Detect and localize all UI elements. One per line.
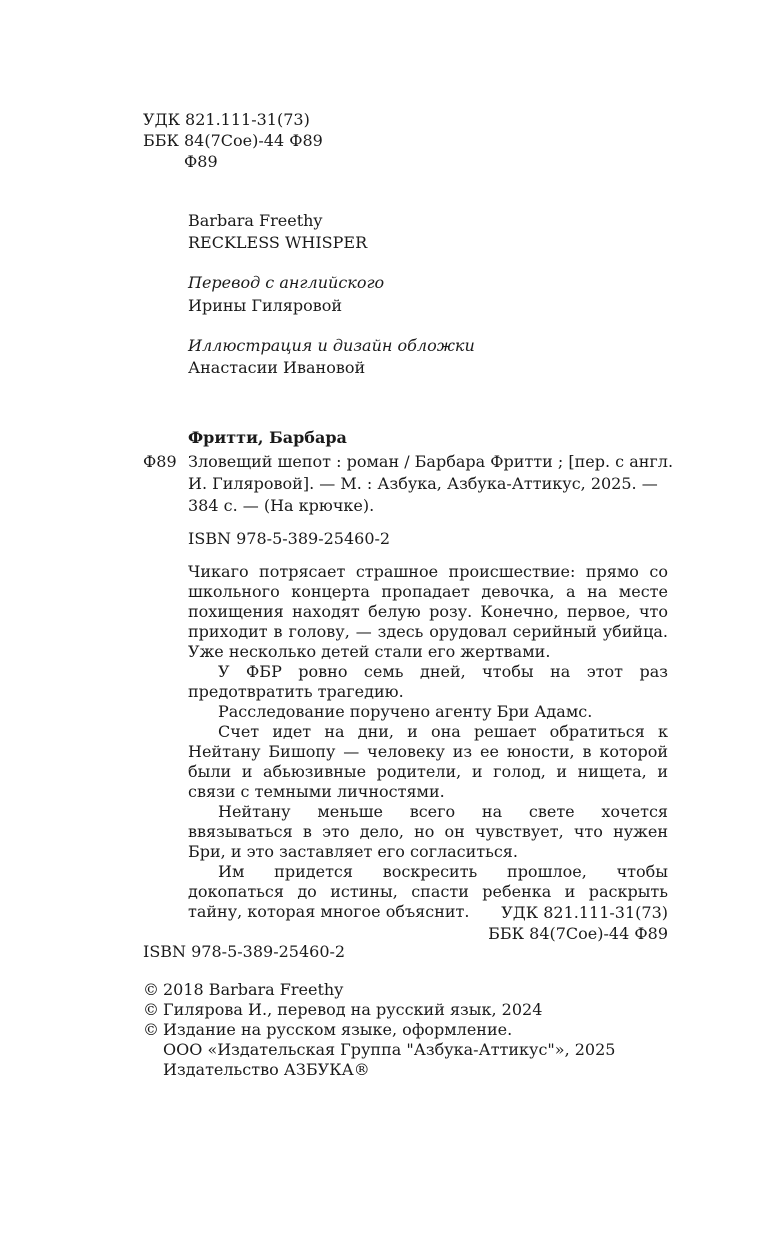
copyright-row	[143, 1020, 512, 1040]
annotation-udk: УДК 821.111-31(73)	[501, 903, 668, 922]
annotation-paragraph: Им придется воскресить прошлое, чтобы докопаться до истины, спасти ребенка и раскрыть тайну, которая многое объяснит.	[188, 862, 668, 921]
publisher-line: ООО «Издательская Группа "Азбука-Аттикус"», 2025	[163, 1040, 616, 1059]
annotation-bbk: ББК 84(7Сое)-44 Ф89	[488, 924, 668, 943]
translator-name: Ирины Гиляровой	[188, 296, 343, 315]
author-heading: Фритти, Барбара	[188, 428, 347, 447]
udk-code: УДК 821.111-31(73)	[143, 110, 310, 129]
cutter-code: Ф89	[184, 152, 218, 171]
copyright-row	[143, 1000, 542, 1020]
copyright-symbol: ©	[143, 980, 159, 999]
bibliographic-cutter: Ф89	[143, 452, 177, 471]
copyright-symbol: ©	[143, 1020, 159, 1039]
copyright-text: Гилярова И., перевод на русский язык, 2024	[163, 1000, 543, 1019]
bibliographic-line: И. Гиляровой]. — М. : Азбука, Азбука-Аттикус, 2025. —	[188, 474, 658, 493]
illustration-label: Иллюстрация и дизайн обложки	[188, 336, 475, 355]
annotation-paragraph: Нейтану меньше всего на свете хочется ввязываться в это дело, но он чувствует, что нужен Бри, и это заставляет его согласиться.	[188, 802, 668, 861]
annotation-paragraph: У ФБР ровно семь дней, чтобы на этот раз предотвратить трагедию.	[188, 662, 668, 701]
copyright-symbol: ©	[143, 1000, 159, 1019]
copyright-row	[143, 980, 343, 1000]
original-title: RECKLESS WHISPER	[188, 233, 368, 252]
copyright-text: 2018 Barbara Freethy	[163, 980, 344, 999]
annotation-paragraph: Счет идет на дни, и она решает обратиться к Нейтану Бишопу — человеку из ее юности, в которой были и абьюзивные родители, и голод, и нищета, и связи с темными личностями.	[188, 722, 668, 801]
annotation	[188, 562, 668, 922]
bbk-code: ББК 84(7Сое)-44 Ф89	[143, 131, 323, 150]
footer-isbn: ISBN 978-5-389-25460-2	[143, 942, 346, 961]
annotation-paragraph: Чикаго потрясает страшное происшествие: прямо со школьного концерта пропадает девочка, а на месте похищения находят белую розу. Конечно, первое, что приходит в голову, — здесь орудовал серийный убийца. Уже несколько детей стали его жертвами.	[188, 562, 668, 661]
copyright-text: Издание на русском языке, оформление.	[163, 1020, 513, 1039]
bibliographic-line: 384 с. — (На крючке).	[188, 496, 375, 515]
original-author: Barbara Freethy	[188, 211, 323, 230]
publisher-line: Издательство АЗБУКА®	[163, 1060, 370, 1079]
bibliographic-isbn: ISBN 978-5-389-25460-2	[188, 529, 391, 548]
bibliographic-line: Зловещий шепот : роман / Барбара Фритти ; [пер. с англ.	[188, 452, 674, 471]
translation-label: Перевод с английского	[188, 273, 385, 292]
illustrator-name: Анастасии Ивановой	[188, 358, 366, 377]
annotation-paragraph: Расследование поручено агенту Бри Адамс.	[218, 702, 593, 721]
